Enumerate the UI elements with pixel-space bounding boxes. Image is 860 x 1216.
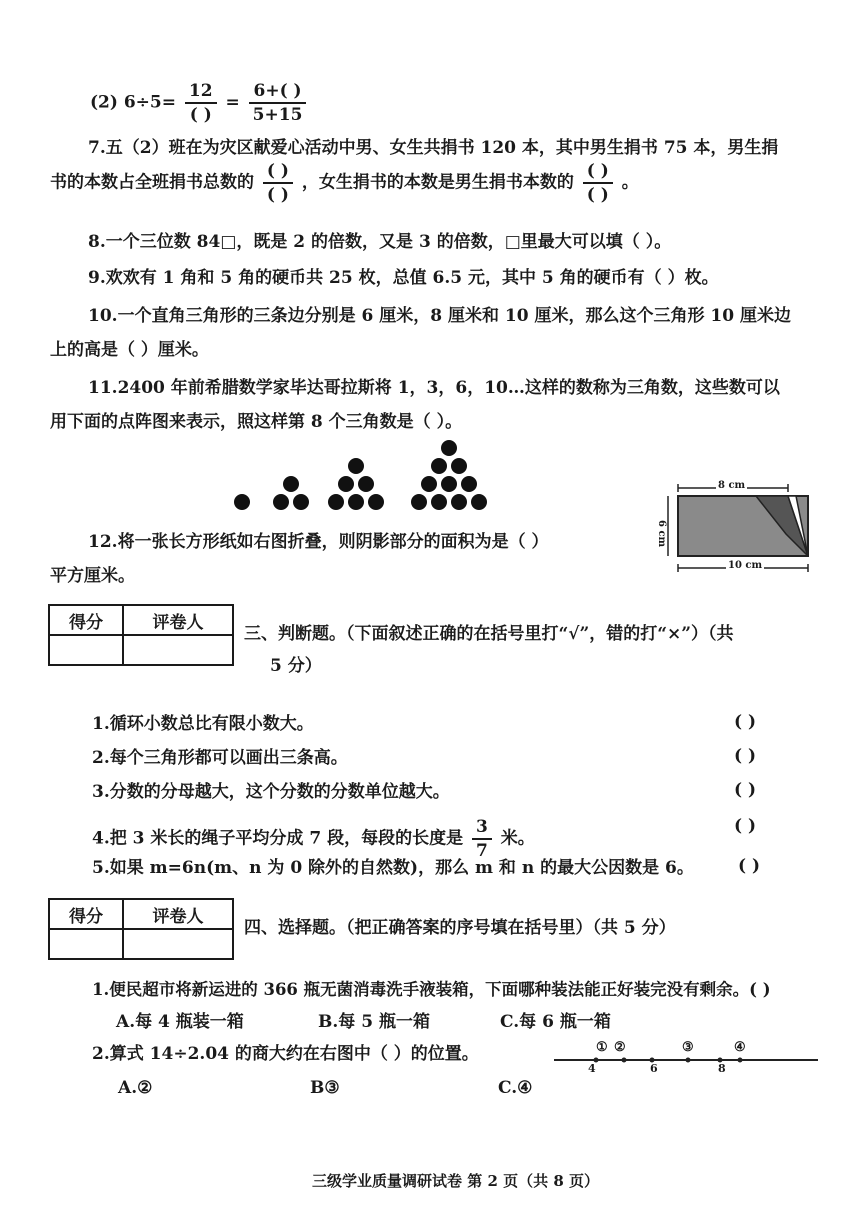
q7-line1: 7.五（2）班在为灾区献爱心活动中男、女生共捐书 120 本，其中男生捐书 75 本，男生捐: [88, 138, 779, 158]
dot: [283, 476, 299, 492]
q12-line2: 平方厘米。: [50, 566, 135, 586]
q6-frac2-num[interactable]: 6+( ): [249, 80, 307, 104]
grader-header: 评卷人: [123, 899, 233, 929]
answer-bracket-1[interactable]: ( ): [734, 712, 757, 732]
dot: [451, 494, 467, 510]
dot: [348, 494, 364, 510]
q6-frac1-num: 12: [185, 80, 217, 104]
q7-text-b: ，女生捐书的本数是男生捐书本数的: [301, 172, 574, 193]
q7-blank2-num[interactable]: ( ): [583, 160, 613, 184]
q1-option-b[interactable]: B.每 5 瓶一箱: [318, 1012, 430, 1032]
q7-text-a: 书的本数占全班捐书总数的: [50, 172, 254, 193]
q2-option-b[interactable]: B③: [310, 1078, 340, 1098]
q12-line1: 12.将一张长方形纸如右图折叠，则阴影部分的面积为是（ ）: [88, 532, 549, 552]
page-footer: 三级学业质量调研试卷 第 2 页（共 8 页）: [312, 1172, 599, 1190]
mark-4: ④: [734, 1040, 746, 1055]
choice-q1: 1.便民超市将新运进的 366 瓶无菌消毒洗手液装箱，下面哪种装法能正好装完没有剩余。( ): [92, 980, 771, 999]
q7-text-end: 。: [621, 172, 639, 193]
q2-option-a[interactable]: A.②: [118, 1078, 153, 1098]
dot: [293, 494, 309, 510]
tick-6: 6: [650, 1062, 658, 1075]
dot: [431, 458, 447, 474]
q7-blank2-den[interactable]: ( ): [586, 185, 609, 205]
q9: 9.欢欢有 1 角和 5 角的硬币共 25 枚，总值 6.5 元，其中 5 角的硬币有（ ）枚。: [88, 268, 719, 288]
dot: [411, 494, 427, 510]
q1-option-c[interactable]: C.每 6 瓶一箱: [500, 1012, 611, 1032]
dot: [441, 476, 457, 492]
q7-fraction-blank-1[interactable]: [263, 160, 293, 206]
section3-title-2: 5 分）: [270, 656, 322, 676]
grader-header: 评卷人: [123, 605, 233, 635]
q6-frac2-den: 5+15: [252, 105, 303, 125]
answer-bracket-4[interactable]: ( ): [734, 816, 757, 836]
dot: [471, 494, 487, 510]
q6-fraction-2: [249, 80, 307, 126]
dot: [461, 476, 477, 492]
mark-1: ①: [596, 1040, 608, 1055]
answer-bracket-5[interactable]: ( ): [738, 856, 761, 876]
tick-4: 4: [588, 1062, 596, 1075]
score-cell[interactable]: [49, 635, 123, 665]
q7-fraction-blank-2[interactable]: [583, 160, 613, 206]
judge-item-1: 1.循环小数总比有限小数大。: [92, 714, 314, 734]
dot: [338, 476, 354, 492]
answer-bracket-3[interactable]: ( ): [734, 780, 757, 800]
answer-bracket-2[interactable]: ( ): [734, 746, 757, 766]
dot: [234, 494, 250, 510]
section4-title: 四、选择题。（把正确答案的序号填在括号里）（共 5 分）: [244, 918, 676, 938]
fig-label-side: 6 cm: [656, 520, 667, 548]
judge-item-4-text: 4.把 3 米长的绳子平均分成 7 段，每段的长度是: [92, 828, 464, 849]
mark-3: ③: [682, 1040, 694, 1055]
q6-eq: =: [225, 92, 240, 113]
dot: [421, 476, 437, 492]
judge-item-5: 5.如果 m=6n(m、n 为 0 除外的自然数)，那么 m 和 n 的最大公因数是 6。: [92, 858, 694, 878]
section3-title: 三、判断题。（下面叙述正确的在括号里打“√”，错的打“×”）（共: [244, 624, 734, 644]
q6-fraction-1: [185, 80, 217, 126]
dot: [358, 476, 374, 492]
dot: [431, 494, 447, 510]
grader-cell[interactable]: [123, 635, 233, 665]
q11-line2: 用下面的点阵图来表示，照这样第 8 个三角数是（ ）。: [50, 412, 463, 432]
dot: [441, 440, 457, 456]
q10-line2: 上的高是（ ）厘米。: [50, 340, 209, 360]
q2-option-c[interactable]: C.④: [498, 1078, 533, 1098]
judge-item-2: 2.每个三角形都可以画出三条高。: [92, 748, 348, 768]
score-header: 得分: [49, 899, 123, 929]
score-table-3: [48, 604, 234, 666]
dot: [328, 494, 344, 510]
score-table-4: [48, 898, 234, 960]
dot: [348, 458, 364, 474]
judge-item-4-unit: 米。: [500, 828, 535, 849]
q6-frac1-den[interactable]: ( ): [189, 105, 212, 125]
dot: [273, 494, 289, 510]
dot: [451, 458, 467, 474]
q1-option-a[interactable]: A.每 4 瓶装一箱: [116, 1012, 244, 1032]
q10-line1: 10.一个直角三角形的三条边分别是 6 厘米，8 厘米和 10 厘米，那么这个三角形 10 厘米边: [88, 306, 791, 326]
frac-den: 7: [476, 841, 488, 861]
q8: 8.一个三位数 84□，既是 2 的倍数，又是 3 的倍数，□里最大可以填（ ）。: [88, 232, 672, 252]
choice-q2: 2.算式 14÷2.04 的商大约在右图中（ ）的位置。: [92, 1044, 479, 1064]
judge-item-3: 3.分数的分母越大，这个分数的分数单位越大。: [92, 782, 450, 802]
q6-prefix: (2) 6÷5=: [90, 92, 176, 113]
tick-8: 8: [718, 1062, 726, 1075]
score-cell[interactable]: [49, 929, 123, 959]
q7-blank1-num[interactable]: ( ): [263, 160, 293, 184]
q7-blank1-den[interactable]: ( ): [266, 185, 289, 205]
q11-line1: 11.2400 年前希腊数学家毕达哥拉斯将 1，3，6，10…这样的数称为三角数，这些数可以: [88, 378, 780, 398]
fig-label-bottom: 10 cm: [728, 560, 763, 571]
score-header: 得分: [49, 605, 123, 635]
mark-2: ②: [614, 1040, 626, 1055]
q7-line2: [50, 160, 639, 206]
q6-2: [90, 80, 309, 126]
fig-label-top: 8 cm: [718, 480, 746, 491]
grader-cell[interactable]: [123, 929, 233, 959]
dot: [368, 494, 384, 510]
frac-num: 3: [472, 816, 492, 840]
